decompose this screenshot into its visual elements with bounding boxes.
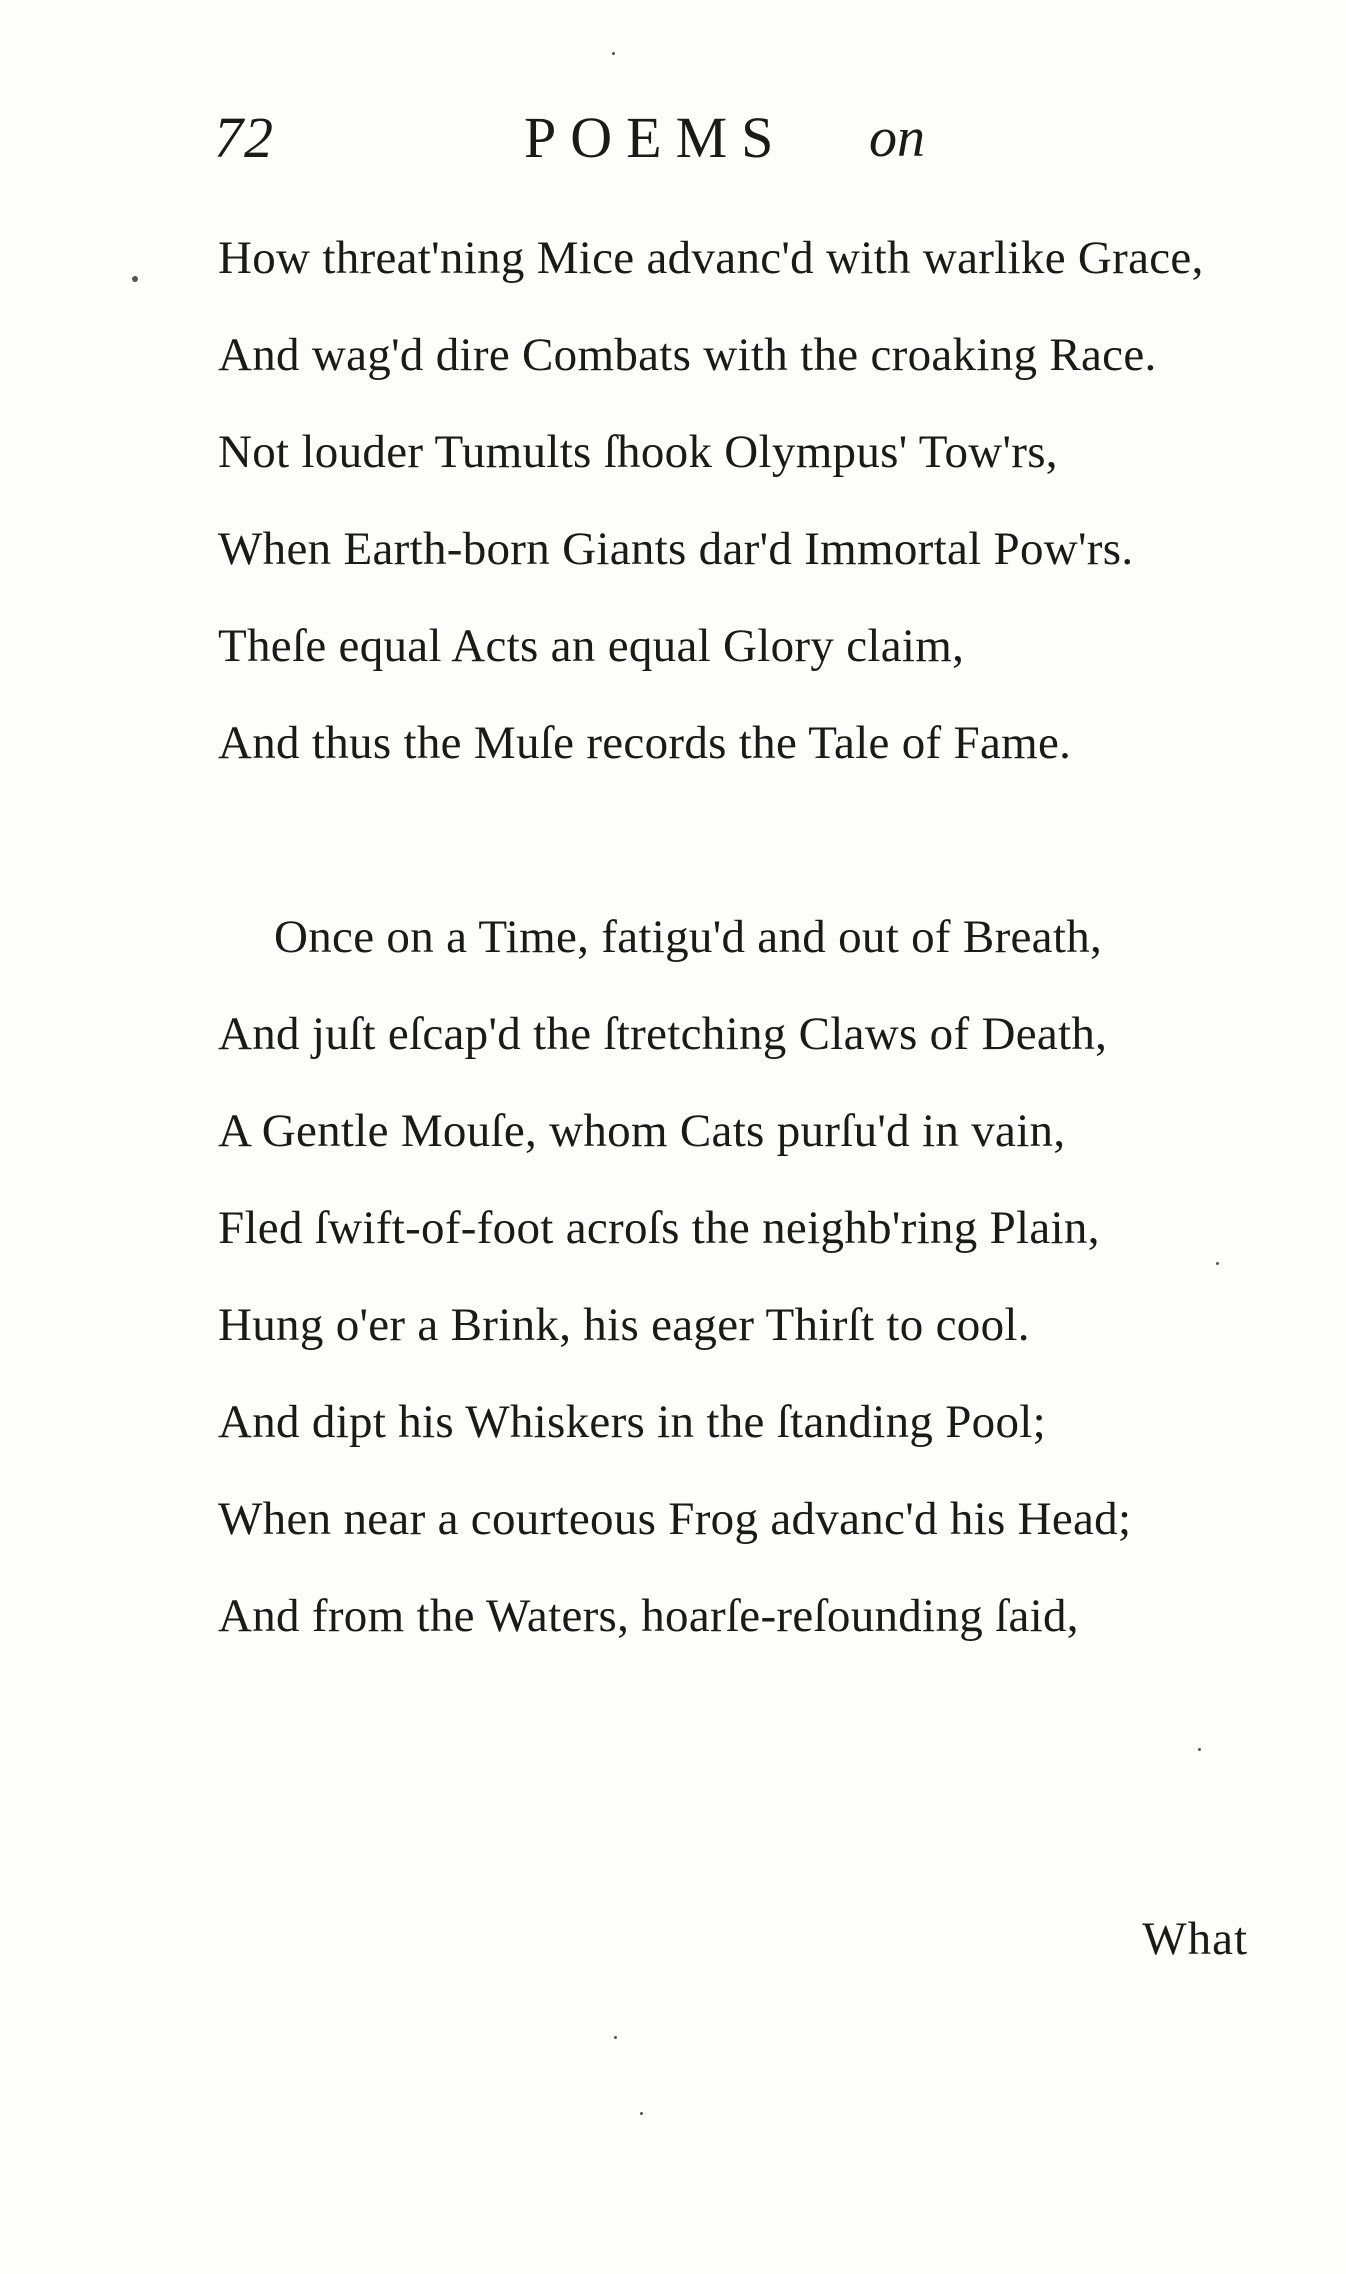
paper-speck: [132, 276, 138, 282]
page-header: [214, 104, 1204, 184]
verse-line: A Gentle Mouſe, whom Cats purſu'd in vain,: [218, 1105, 1066, 1157]
paper-speck: [612, 52, 615, 55]
stanza-2: [218, 889, 1258, 1665]
verse-line: Not louder Tumults ſhook Olympus' Tow'rs,: [218, 426, 1058, 478]
verse-line: And juſt eſcap'd the ſtretching Claws of Death,: [218, 1008, 1108, 1060]
poem-text: [218, 210, 1258, 1665]
verse-line: Hung o'er a Brink, his eager Thirſt to cool.: [218, 1299, 1030, 1351]
verse-line: When near a courteous Frog advanc'd his Head;: [218, 1493, 1132, 1545]
verse-line: Theſe equal Acts an equal Glory claim,: [218, 620, 965, 672]
stanza-1: [218, 210, 1258, 792]
paper-speck: [640, 2112, 643, 2115]
paper-speck: [1198, 1748, 1201, 1751]
verse-line: When Earth-born Giants dar'd Immortal Pow'rs.: [218, 523, 1134, 575]
page-number: 72: [214, 105, 274, 170]
paper-speck: [614, 2036, 617, 2039]
verse-line: How threat'ning Mice advanc'd with warlike Grace,: [218, 232, 1204, 284]
running-title: POEMS: [524, 105, 788, 170]
paper-speck: [1216, 1262, 1219, 1265]
catchword: What: [1142, 1913, 1248, 1965]
verse-line: Once on a Time, fatigu'd and out of Breath,: [274, 911, 1103, 963]
verse-line: And wag'd dire Combats with the croaking Race.: [218, 329, 1157, 381]
verse-line: Fled ſwift-of-foot acroſs the neighb'ring Plain,: [218, 1202, 1100, 1254]
verse-line: And from the Waters, hoarſe-reſounding ſaid,: [218, 1590, 1079, 1642]
verse-line: And thus the Muſe records the Tale of Fame.: [218, 717, 1072, 769]
stanza-break: [218, 792, 1258, 889]
running-title-suffix: on: [869, 107, 925, 169]
verse-line: And dipt his Whiskers in the ſtanding Pool;: [218, 1396, 1046, 1448]
